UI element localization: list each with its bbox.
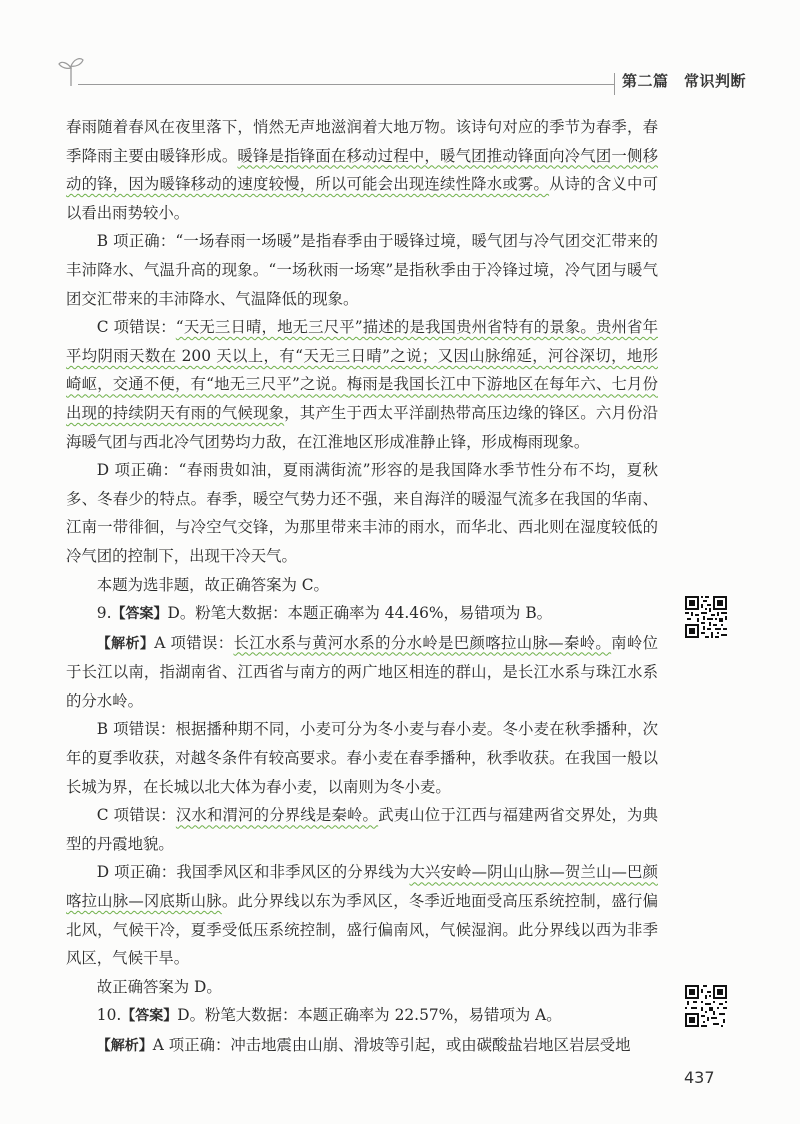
text-span: C 项错误： xyxy=(96,318,176,337)
q9-analysis-d xyxy=(66,858,658,972)
underlined-text: 梅雨是我国长江中下游地区在每年六、七月份出现的持续阴天有雨的气候现象 xyxy=(66,375,658,422)
qr-code-icon[interactable] xyxy=(685,596,727,638)
text-span: 从诗的含义中可以看出雨势较小。 xyxy=(66,175,658,222)
paragraph-conclusion: 本题为选非题，故正确答案为 C。 xyxy=(96,575,329,594)
text-span: D 项正确：我国季风区和非季风区的分界线为 xyxy=(96,863,410,882)
header-rule xyxy=(78,84,614,85)
answer-text: D。粉笔大数据：本题正确率为 44.46%，易错项为 B。 xyxy=(167,604,553,623)
q10-answer xyxy=(66,1001,658,1031)
paragraph-spring-rain xyxy=(66,113,658,227)
q9-final-answer: 故正确答案为 D。 xyxy=(96,977,222,996)
analysis-tag: 【解析】 xyxy=(96,635,155,652)
text-span: 南岭位于长江以南，指湖南省、江西省与南方的两广地区相连的群山，是长江水系与珠江水系的分水岭。 xyxy=(66,633,658,710)
sprout-logo-icon xyxy=(58,52,84,88)
text-span: 春雨随着春风在夜里落下，悄然无声地滋润着大地万物。该诗句对应的季节为春季，春季降雨主要由暖锋形成。 xyxy=(66,118,658,165)
underlined-text: 暖锋是指锋面在移动过程中，暖气团推动锋面向冷气团一侧移动的锋，因为暖锋移动的速度较慢，所以可能会出现连续性降水或雾。 xyxy=(66,146,658,194)
underlined-text: 长江水系与黄河水系的分水岭是巴颜喀拉山脉—秦岭。 xyxy=(233,633,612,652)
text-span: C 项错误： xyxy=(96,806,176,825)
question-number: 9. xyxy=(96,604,112,623)
text-span: 武夷山位于江西与福建两省交界处，为典型的丹霞地貌。 xyxy=(66,806,658,853)
underlined-text: 大兴安岭—阴山山脉—贺兰山—巴颜喀拉山脉—冈底斯山脉 xyxy=(66,863,658,911)
answer-text: D。粉笔大数据：本题正确率为 22.57%，易错项为 A。 xyxy=(177,1006,562,1025)
page-number: 437 xyxy=(684,1068,715,1087)
q9-analysis-b: B 项错误：根据播种期不同，小麦可分为冬小麦与春小麦。冬小麦在秋季播种，次年的夏季收获，对越冬条件有较高要求。春小麦在春季播种，秋季收获。在我国一般以长城为界，在长城以北大体为春小麦，以南则为冬小麦。 xyxy=(66,720,658,796)
q9-analysis-c xyxy=(66,801,658,858)
text-span: A 项正确：冲击地震由山崩、滑坡等引起，或由碳酸盐岩地区岩层受地 xyxy=(152,1036,631,1054)
paragraph-option-b: B 项正确：“一场春雨一场暖”是指春季由于暖锋过境，暖气团与冷气团交汇带来的丰沛降水、气温升高的现象。“一场秋雨一场寒”是指秋季由于冷锋过境，冷气团与暖气团交汇带来的丰沛降水、气温降低的现象。 xyxy=(66,232,658,308)
paragraph-option-d: D 项正确：“春雨贵如油，夏雨满街流”形容的是我国降水季节性分布不均，夏秋多、冬春少的特点。春季，暖空气势力还不强，来自海洋的暖湿气流多在我国的华南、江南一带徘徊，与冷空气交锋，为那里带来丰沛的雨水，而华北、西北则在湿度较低的冷气团的控制下，出现干冷天气。 xyxy=(66,461,658,565)
q10-analysis-a xyxy=(66,1031,658,1061)
q9-analysis-a xyxy=(66,629,658,716)
page-body xyxy=(66,113,658,1061)
answer-tag: 【答案】 xyxy=(111,606,168,623)
underlined-text: 汉水和渭河的分界线是秦岭。 xyxy=(175,806,379,825)
text-span: ，其产生于西太平洋副热带高压边缘的锋区。六月份沿海暖气团与西北冷气团势均力敌，在江淮地区形成准静止锋，形成梅雨现象。 xyxy=(66,403,658,451)
paragraph-option-c xyxy=(66,313,658,456)
q9-answer xyxy=(66,599,658,629)
qr-code-icon[interactable] xyxy=(685,985,727,1027)
section-title: 第二篇 常识判断 xyxy=(622,72,747,90)
text-span: A 项错误： xyxy=(154,633,234,652)
underlined-text: 贵州省年平均阴雨天数在 200 天以上，有“天无三日晴”之说；又因山脉绵延，河谷深切，地形崎岖，交通不便，有“地无三尺平”之说。 xyxy=(66,318,658,394)
underlined-text: “天无三日晴，地无三尺平”描述的是我国贵州省特有的景象。 xyxy=(175,318,596,337)
analysis-tag: 【解析】 xyxy=(96,1038,153,1054)
answer-tag: 【答案】 xyxy=(121,1008,178,1025)
text-span: 。此分界线以东为季风区，冬季近地面受高压系统控制，盛行偏北风，气候干冷，夏季受低压系统控制，盛行偏南风，气候湿润。此分界线以西为非季风区，气候干旱。 xyxy=(66,892,658,968)
header-rule-tick xyxy=(614,73,615,95)
question-number: 10. xyxy=(96,1006,122,1025)
